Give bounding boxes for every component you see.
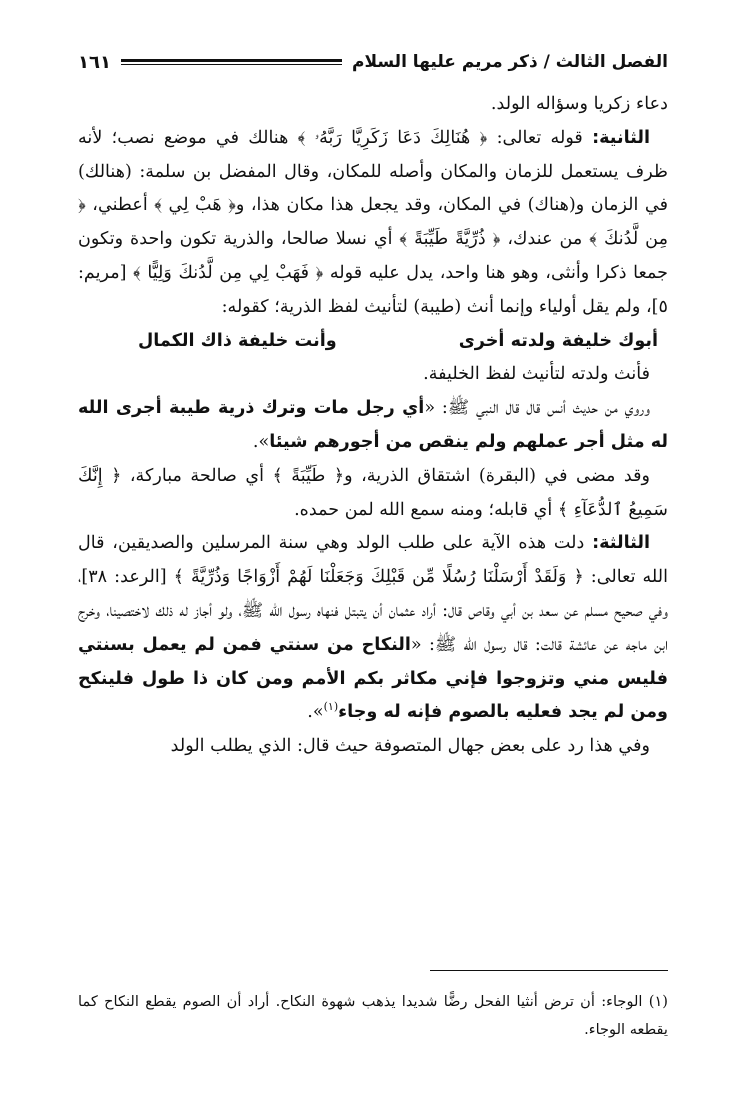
- footnotes: [78, 988, 668, 1044]
- footnote-divider: [430, 970, 668, 971]
- paragraph-4: [78, 392, 668, 460]
- section-label-third: الثالثة:: [592, 533, 650, 554]
- verse-first-hemistich: أبوك خليفة ولدته أخرى: [458, 330, 658, 351]
- paragraph-7: وفي هذا رد على بعض جهال المتصوفة حيث قال: الذي يطلب الولد: [170, 736, 650, 757]
- paragraph-6-text: دلت هذه الآية على طلب الولد وهي سنة المرسلين والصديقين، قال الله تعالى: ﴿ وَلَقَدْ أَرْسَلْنَا رُسُلًا مِّن قَبْلِكَ وَجَعَلْنَا لَهُمْ أَزْوَاجًا وَذُرِّيَّةً ﴾ [الرعد: ٣٨]، وفي صحيح مسلم عن سعد بن أبي وقاص قال: أراد عثمان أن يتبتل فنهاه رسول الله ﷺ، ولو أجاز له ذلك لاختصينا، وخرج ابن ماجه عن عائشة قالت: قال رسول الله ﷺ: «: [78, 533, 668, 655]
- footnote-ref-1[interactable]: (١): [323, 700, 339, 714]
- verse-second-hemistich: وأنت خليفة ذاك الكمال: [138, 330, 337, 351]
- poetry-verse: [78, 325, 668, 359]
- book-page: [78, 44, 668, 1074]
- hadith-text: أي رجل مات وترك ذرية طيبة أجرى الله له مثل أجر عملهم ولم ينقص من أجورهم شيئا: [78, 398, 668, 452]
- paragraph-2: [78, 122, 668, 325]
- hadith-nikah-close: ».: [307, 702, 324, 723]
- hadith-nikah-text: النكاح من سنتي فمن لم يعمل بسنتي فليس مني وتزوجوا فإني مكاثر بكم الأمم ومن كان ذا طول فلينكح ومن لم يجد فعليه بالصوم فإنه له وجاء: [78, 634, 668, 723]
- main-text: [78, 88, 668, 764]
- paragraph-1: دعاء زكريا وسؤاله الولد.: [490, 94, 668, 114]
- hadith-intro: وروي من حديث أنس قال قال النبي ﷺ: «: [424, 398, 650, 419]
- running-header: [78, 44, 668, 80]
- paragraph-6: [78, 527, 668, 730]
- chapter-title: الفصل الثالث / ذكر مريم عليها السلام: [352, 52, 668, 72]
- footnote-1: (١) الوجاء: أن ترض أنثيا الفحل رضًّا شديدا يذهب شهوة النكاح. أراد أن الصوم يقطع النكاح كما يقطعه الوجاء.: [78, 993, 668, 1038]
- page-number: ١٦١: [78, 51, 111, 73]
- paragraph-2-text: قوله تعالى: ﴿ هُنَالِكَ دَعَا زَكَرِيَّا رَبَّهُۥ ﴾ هنالك في موضع نصب؛ لأنه ظرف يستعمل للزمان والمكان وأصله للمكان، وقال المفضل بن سلمة: (هنالك) في الزمان و(هناك) في المكان، وقد يجعل هذا مكان هذا، و﴿ هَبْ لِي ﴾ أعطني، ﴿ مِن لَّدُنكَ ﴾ من عندك، ﴿ ذُرِّيَّةً طَيِّبَةً ﴾ أي نسلا صالحا، والذرية تكون واحدة وتكون جمعا ذكرا وأنثى، وهو هنا واحد، يدل عليه قوله ﴿ فَهَبْ لِي مِن لَّدُنكَ وَلِيًّا ﴾ [مريم: ٥]، ولم يقل أولياء وإنما أنث (طيبة) لتأنيث لفظ الذرية؛ كقوله:: [78, 127, 668, 317]
- section-label-second: الثانية:: [592, 127, 650, 148]
- paragraph-3: فأنث ولدته لتأنيث لفظ الخليفة.: [423, 364, 650, 385]
- hadith-close: ».: [252, 431, 270, 452]
- paragraph-5: وقد مضى في (البقرة) اشتقاق الذرية، و﴿ طَيِّبَةً ﴾ أي صالحة مباركة، ﴿ إِنَّكَ سَمِيعُ ٱلدُّعَآءِ ﴾ أي قابله؛ ومنه سمع الله لمن حمده.: [78, 465, 668, 520]
- header-divider: [121, 59, 342, 65]
